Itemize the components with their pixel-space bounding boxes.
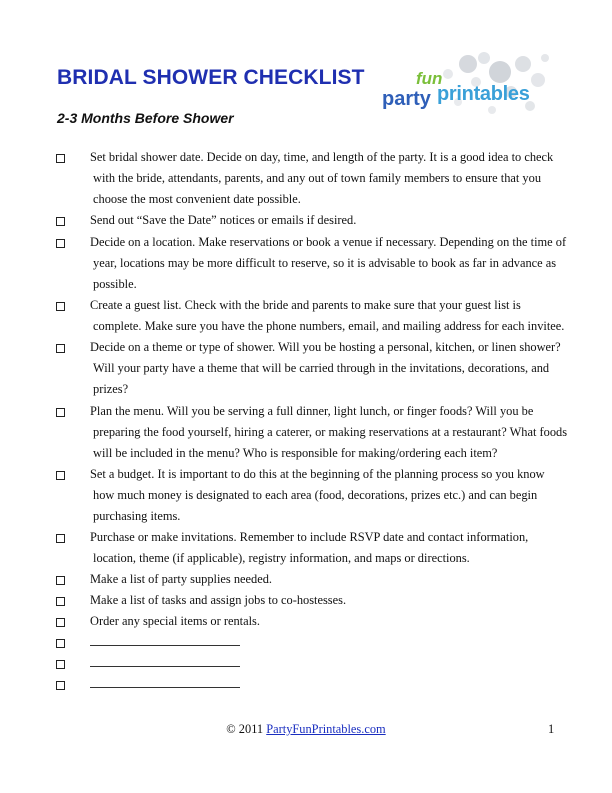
item-text-line: possible. <box>93 277 137 291</box>
item-text-line: Make a list of tasks and assign jobs to co-hostesses. <box>90 593 347 607</box>
item-text-line: choose the most convenient date possible. <box>93 192 301 206</box>
footer <box>0 722 612 737</box>
item-text-line: Decide on a location. Make reservations or book a venue if necessary. Depending on the time of <box>90 235 567 249</box>
item-text-line: will be included in the menu? Who is responsible for making/ordering each item? <box>93 446 498 460</box>
item-text-line: prizes? <box>93 382 129 396</box>
checkbox[interactable] <box>56 576 65 585</box>
logo-party-text: party <box>382 88 431 110</box>
page-title: BRIDAL SHOWER CHECKLIST <box>57 66 365 89</box>
item-text-line: location, theme (if applicable), registry information, and maps or directions. <box>93 551 470 565</box>
item-text-line: how much money is designated to each area (food, decorations, prizes etc.) and can begin <box>93 488 538 502</box>
item-text-line: Create a guest list. Check with the bride and parents to make sure that your guest list is <box>90 298 521 312</box>
item-text-line: Decide on a theme or type of shower. Will you be hosting a personal, kitchen, or linen shower? <box>90 340 561 354</box>
page-number: 1 <box>548 722 555 736</box>
item-text-line: Set a budget. It is important to do this at the beginning of the planning process so you know <box>90 467 545 481</box>
checkbox[interactable] <box>56 471 65 480</box>
checkbox[interactable] <box>56 154 65 163</box>
item-text-line: complete. Make sure you have the phone numbers, email, and mailing address for each invitee. <box>93 319 565 333</box>
checkbox[interactable] <box>56 618 65 627</box>
item-text-line: with the bride, attendants, parents, and any out of town family members to ensure that you <box>93 171 542 185</box>
item-text-line: preparing the food yourself, hiring a caterer, or making reservations at a restaurant? What foods <box>93 425 568 439</box>
party-fun-printables-logo <box>380 50 555 130</box>
checkbox[interactable] <box>56 408 65 417</box>
logo-fun-text: fun <box>416 69 443 88</box>
checkbox[interactable] <box>56 681 65 690</box>
blank-entry-line[interactable] <box>90 675 240 688</box>
checkbox[interactable] <box>56 344 65 353</box>
checkbox[interactable] <box>56 639 65 648</box>
item-text-line: Set bridal shower date. Decide on day, time, and length of the party. It is a good idea to check <box>90 150 554 164</box>
item-text-line: year, locations may be more difficult to reserve, so it is advisable to book as far in advance as <box>93 256 557 270</box>
website-link[interactable]: PartyFunPrintables.com <box>266 722 386 736</box>
item-text-line: Make a list of party supplies needed. <box>90 572 273 586</box>
item-text-line: Plan the menu. Will you be serving a full dinner, light lunch, or finger foods? Will you be <box>90 404 534 418</box>
blank-entry-line[interactable] <box>90 633 240 646</box>
checkbox[interactable] <box>56 302 65 311</box>
logo-printables-text: printables <box>437 83 530 105</box>
item-text-line: Send out “Save the Date” notices or emails if desired. <box>90 213 357 227</box>
checkbox[interactable] <box>56 597 65 606</box>
copyright-text: © 2011 <box>226 722 264 736</box>
item-text-line: Order any special items or rentals. <box>90 614 260 628</box>
blank-entry-line[interactable] <box>90 654 240 667</box>
item-text-line: Will your party have a theme that will be carried through in the invitations, decorations, and <box>93 361 550 375</box>
checkbox[interactable] <box>56 217 65 226</box>
checkbox[interactable] <box>56 239 65 248</box>
checkbox[interactable] <box>56 534 65 543</box>
section-heading: 2-3 Months Before Shower <box>57 110 234 126</box>
item-text-line: purchasing items. <box>93 509 181 523</box>
checkbox[interactable] <box>56 660 65 669</box>
item-text-line: Purchase or make invitations. Remember to include RSVP date and contact information, <box>90 530 529 544</box>
